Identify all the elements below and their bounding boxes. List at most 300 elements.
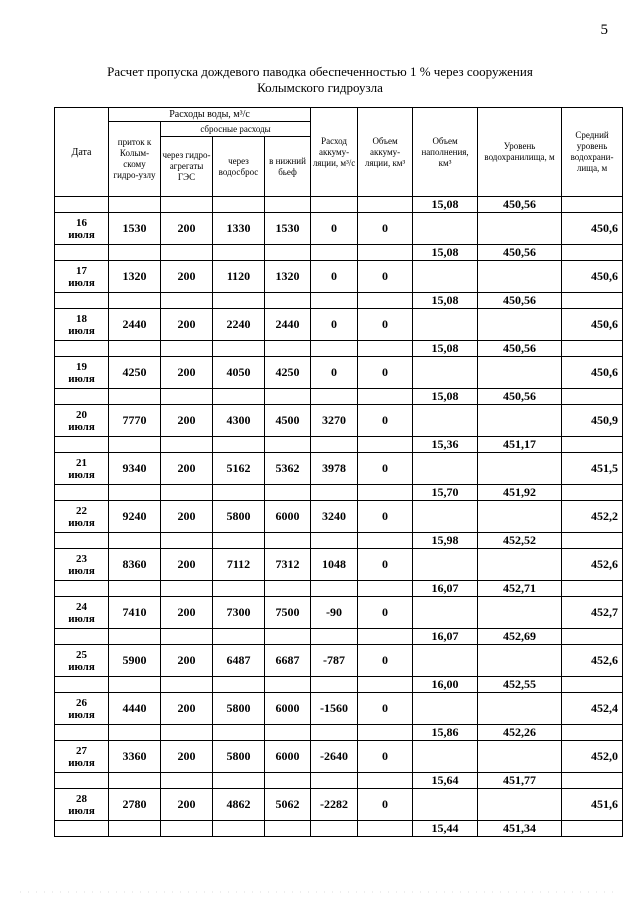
date-cell [55, 309, 109, 341]
empty-cell [161, 533, 213, 549]
empty-cell [265, 341, 311, 357]
empty-cell [109, 197, 161, 213]
accum-flow-cell: -2640 [311, 741, 358, 773]
empty-cell [478, 645, 562, 677]
date-cell [55, 597, 109, 629]
day-row [55, 549, 623, 581]
empty-cell [478, 789, 562, 821]
empty-cell [265, 773, 311, 789]
tailwater-cell: 5362 [265, 453, 311, 485]
empty-cell [358, 773, 413, 789]
header-accum-volume: Объем аккуму-ляции, км³ [358, 108, 413, 197]
accum-volume-cell: 0 [358, 645, 413, 677]
day-row [55, 309, 623, 341]
empty-cell [55, 773, 109, 789]
inflow-cell: 5900 [109, 645, 161, 677]
hydro-units-cell: 200 [161, 309, 213, 341]
empty-cell [213, 437, 265, 453]
header-avg-level: Средний уровень водохрани-лища, м [562, 108, 623, 197]
date-month: июля [68, 564, 95, 577]
empty-cell [562, 629, 623, 645]
empty-cell [213, 677, 265, 693]
empty-cell [478, 405, 562, 437]
accum-flow-cell: -1560 [311, 693, 358, 725]
empty-cell [358, 533, 413, 549]
empty-cell [55, 197, 109, 213]
empty-cell [109, 821, 161, 837]
inflow-cell: 7770 [109, 405, 161, 437]
spillway-cell: 7300 [213, 597, 265, 629]
empty-cell [161, 389, 213, 405]
empty-cell [413, 693, 478, 725]
tailwater-cell: 6000 [265, 741, 311, 773]
empty-cell [109, 725, 161, 741]
date-month: июля [68, 468, 95, 481]
reservoir-level-cell: 451,92 [478, 485, 562, 501]
empty-cell [161, 437, 213, 453]
day-row [55, 357, 623, 389]
empty-cell [265, 485, 311, 501]
reservoir-level-cell: 452,55 [478, 677, 562, 693]
tailwater-cell: 1530 [265, 213, 311, 245]
empty-cell [213, 725, 265, 741]
empty-cell [213, 485, 265, 501]
level-row [55, 533, 623, 549]
inflow-cell: 7410 [109, 597, 161, 629]
day-row [55, 741, 623, 773]
scan-artifact [0, 880, 640, 905]
inflow-cell: 3360 [109, 741, 161, 773]
fill-volume-cell: 15,08 [413, 293, 478, 309]
empty-cell [311, 677, 358, 693]
fill-volume-cell: 16,07 [413, 581, 478, 597]
empty-cell [161, 677, 213, 693]
accum-flow-cell: 3240 [311, 501, 358, 533]
level-row [55, 341, 623, 357]
empty-cell [562, 437, 623, 453]
avg-level-cell: 450,6 [562, 357, 623, 389]
reservoir-level-cell: 452,26 [478, 725, 562, 741]
reservoir-level-cell: 452,69 [478, 629, 562, 645]
empty-cell [213, 245, 265, 261]
inflow-cell: 9340 [109, 453, 161, 485]
empty-cell [311, 485, 358, 501]
date-day: 21 [76, 456, 87, 469]
empty-cell [311, 341, 358, 357]
tailwater-cell: 6000 [265, 693, 311, 725]
empty-cell [213, 581, 265, 597]
spillway-cell: 5800 [213, 501, 265, 533]
empty-cell [265, 245, 311, 261]
empty-cell [161, 629, 213, 645]
flood-calculation-table-wrapper [54, 107, 622, 837]
accum-flow-cell: 0 [311, 261, 358, 293]
empty-cell [413, 453, 478, 485]
empty-cell [311, 293, 358, 309]
avg-level-cell: 450,6 [562, 309, 623, 341]
avg-level-cell: 452,0 [562, 741, 623, 773]
accum-volume-cell: 0 [358, 741, 413, 773]
spillway-cell: 5162 [213, 453, 265, 485]
date-day: 17 [76, 264, 87, 277]
empty-cell [109, 389, 161, 405]
date-day: 20 [76, 408, 87, 421]
empty-cell [55, 341, 109, 357]
inflow-cell: 1530 [109, 213, 161, 245]
date-cell [55, 501, 109, 533]
empty-cell [265, 821, 311, 837]
empty-cell [55, 629, 109, 645]
empty-cell [358, 821, 413, 837]
empty-cell [562, 725, 623, 741]
empty-cell [265, 533, 311, 549]
empty-cell [265, 629, 311, 645]
date-month: июля [68, 516, 95, 529]
tailwater-cell: 4250 [265, 357, 311, 389]
tailwater-cell: 7500 [265, 597, 311, 629]
accum-flow-cell: -90 [311, 597, 358, 629]
date-month: июля [68, 708, 95, 721]
empty-cell [413, 597, 478, 629]
avg-level-cell: 451,5 [562, 453, 623, 485]
avg-level-cell: 452,7 [562, 597, 623, 629]
avg-level-cell: 450,9 [562, 405, 623, 437]
avg-level-cell: 450,6 [562, 261, 623, 293]
accum-flow-cell: 1048 [311, 549, 358, 581]
reservoir-level-cell: 451,17 [478, 437, 562, 453]
empty-cell [311, 629, 358, 645]
inflow-cell: 2780 [109, 789, 161, 821]
title-line-1: Расчет пропуска дождевого паводка обеспеченностью 1 % через сооружения [107, 64, 533, 79]
empty-cell [311, 533, 358, 549]
hydro-units-cell: 200 [161, 213, 213, 245]
tailwater-cell: 1320 [265, 261, 311, 293]
empty-cell [311, 821, 358, 837]
fill-volume-cell: 15,08 [413, 197, 478, 213]
empty-cell [478, 357, 562, 389]
empty-cell [265, 389, 311, 405]
empty-cell [413, 501, 478, 533]
hydro-units-cell: 200 [161, 693, 213, 725]
empty-cell [562, 245, 623, 261]
empty-cell [358, 581, 413, 597]
empty-cell [413, 405, 478, 437]
page-number: 5 [600, 22, 608, 38]
empty-cell [358, 485, 413, 501]
accum-flow-cell: 3270 [311, 405, 358, 437]
accum-volume-cell: 0 [358, 309, 413, 341]
empty-cell [213, 533, 265, 549]
date-month: июля [68, 276, 95, 289]
accum-volume-cell: 0 [358, 453, 413, 485]
reservoir-level-cell: 450,56 [478, 341, 562, 357]
level-row [55, 245, 623, 261]
empty-cell [213, 821, 265, 837]
reservoir-level-cell: 450,56 [478, 293, 562, 309]
date-day: 25 [76, 648, 87, 661]
date-day: 28 [76, 792, 87, 805]
empty-cell [478, 693, 562, 725]
empty-cell [311, 197, 358, 213]
date-cell [55, 789, 109, 821]
flood-calculation-table [54, 107, 623, 837]
empty-cell [562, 533, 623, 549]
level-row [55, 821, 623, 837]
day-row [55, 693, 623, 725]
empty-cell [109, 581, 161, 597]
empty-cell [413, 549, 478, 581]
date-day: 23 [76, 552, 87, 565]
empty-cell [109, 245, 161, 261]
day-row [55, 453, 623, 485]
empty-cell [358, 245, 413, 261]
empty-cell [213, 293, 265, 309]
empty-cell [562, 341, 623, 357]
spillway-cell: 7112 [213, 549, 265, 581]
tailwater-cell: 7312 [265, 549, 311, 581]
hydro-units-cell: 200 [161, 501, 213, 533]
header-accum-flow: Расход аккуму-ляции, м³/с [311, 108, 358, 197]
header-date: Дата [55, 108, 109, 197]
fill-volume-cell: 15,36 [413, 437, 478, 453]
accum-flow-cell: 0 [311, 309, 358, 341]
fill-volume-cell: 15,70 [413, 485, 478, 501]
fill-volume-cell: 16,07 [413, 629, 478, 645]
fill-volume-cell: 15,08 [413, 389, 478, 405]
empty-cell [358, 677, 413, 693]
empty-cell [55, 245, 109, 261]
hydro-units-cell: 200 [161, 405, 213, 437]
fill-volume-cell: 15,64 [413, 773, 478, 789]
accum-flow-cell: 0 [311, 213, 358, 245]
hydro-units-cell: 200 [161, 453, 213, 485]
empty-cell [562, 293, 623, 309]
spillway-cell: 1330 [213, 213, 265, 245]
date-day: 27 [76, 744, 87, 757]
empty-cell [55, 293, 109, 309]
empty-cell [311, 437, 358, 453]
hydro-units-cell: 200 [161, 357, 213, 389]
empty-cell [413, 213, 478, 245]
avg-level-cell: 451,6 [562, 789, 623, 821]
level-row [55, 389, 623, 405]
hydro-units-cell: 200 [161, 645, 213, 677]
empty-cell [265, 437, 311, 453]
accum-flow-cell: -787 [311, 645, 358, 677]
empty-cell [478, 261, 562, 293]
empty-cell [478, 213, 562, 245]
header-via-spillway: через водосброс [213, 137, 265, 197]
empty-cell [413, 741, 478, 773]
document-title [0, 64, 640, 96]
empty-cell [265, 581, 311, 597]
date-month: июля [68, 372, 95, 385]
tailwater-cell: 4500 [265, 405, 311, 437]
reservoir-level-cell: 450,56 [478, 245, 562, 261]
fill-volume-cell: 15,98 [413, 533, 478, 549]
fill-volume-cell: 15,08 [413, 245, 478, 261]
empty-cell [358, 437, 413, 453]
empty-cell [109, 533, 161, 549]
accum-volume-cell: 0 [358, 501, 413, 533]
empty-cell [311, 245, 358, 261]
accum-volume-cell: 0 [358, 261, 413, 293]
reservoir-level-cell: 452,71 [478, 581, 562, 597]
avg-level-cell: 452,6 [562, 549, 623, 581]
empty-cell [109, 293, 161, 309]
header-fill-volume: Объем наполнения, км³ [413, 108, 478, 197]
day-row [55, 501, 623, 533]
accum-volume-cell: 0 [358, 693, 413, 725]
empty-cell [161, 197, 213, 213]
empty-cell [161, 341, 213, 357]
empty-cell [109, 437, 161, 453]
date-cell [55, 453, 109, 485]
hydro-units-cell: 200 [161, 549, 213, 581]
empty-cell [55, 821, 109, 837]
empty-cell [161, 485, 213, 501]
accum-volume-cell: 0 [358, 597, 413, 629]
accum-volume-cell: 0 [358, 549, 413, 581]
level-row [55, 725, 623, 741]
date-cell [55, 693, 109, 725]
date-cell [55, 357, 109, 389]
day-row [55, 213, 623, 245]
date-month: июля [68, 612, 95, 625]
empty-cell [358, 389, 413, 405]
spillway-cell: 4050 [213, 357, 265, 389]
date-day: 24 [76, 600, 87, 613]
empty-cell [161, 581, 213, 597]
level-row [55, 773, 623, 789]
inflow-cell: 4250 [109, 357, 161, 389]
date-cell [55, 261, 109, 293]
level-row [55, 629, 623, 645]
empty-cell [55, 533, 109, 549]
empty-cell [265, 293, 311, 309]
date-cell [55, 405, 109, 437]
date-cell [55, 549, 109, 581]
empty-cell [55, 389, 109, 405]
date-day: 18 [76, 312, 87, 325]
level-row [55, 293, 623, 309]
date-month: июля [68, 228, 95, 241]
inflow-cell: 8360 [109, 549, 161, 581]
empty-cell [109, 773, 161, 789]
empty-cell [213, 389, 265, 405]
spillway-cell: 4862 [213, 789, 265, 821]
empty-cell [358, 725, 413, 741]
avg-level-cell: 452,6 [562, 645, 623, 677]
inflow-cell: 1320 [109, 261, 161, 293]
empty-cell [265, 197, 311, 213]
empty-cell [109, 485, 161, 501]
empty-cell [358, 197, 413, 213]
hydro-units-cell: 200 [161, 789, 213, 821]
day-row [55, 645, 623, 677]
header-water-flows: Расходы воды, м³/с [109, 108, 311, 122]
empty-cell [478, 453, 562, 485]
empty-cell [562, 677, 623, 693]
empty-cell [478, 549, 562, 581]
day-row [55, 261, 623, 293]
accum-volume-cell: 0 [358, 357, 413, 389]
day-row [55, 789, 623, 821]
table-body [55, 197, 623, 837]
empty-cell [413, 309, 478, 341]
empty-cell [358, 341, 413, 357]
header-via-hydro-units: через гидро-агрегаты ГЭС [161, 137, 213, 197]
reservoir-level-cell: 452,52 [478, 533, 562, 549]
empty-cell [413, 645, 478, 677]
tailwater-cell: 2440 [265, 309, 311, 341]
level-row [55, 485, 623, 501]
date-day: 19 [76, 360, 87, 373]
empty-cell [55, 725, 109, 741]
reservoir-level-cell: 450,56 [478, 389, 562, 405]
fill-volume-cell: 15,44 [413, 821, 478, 837]
header-inflow: приток к Колым-скому гидро-узлу [109, 122, 161, 197]
empty-cell [213, 341, 265, 357]
tailwater-cell: 5062 [265, 789, 311, 821]
header-discharge: сбросные расходы [161, 122, 311, 137]
level-row [55, 677, 623, 693]
fill-volume-cell: 16,00 [413, 677, 478, 693]
empty-cell [161, 245, 213, 261]
empty-cell [311, 389, 358, 405]
date-cell [55, 213, 109, 245]
empty-cell [55, 485, 109, 501]
date-month: июля [68, 420, 95, 433]
spillway-cell: 2240 [213, 309, 265, 341]
date-cell [55, 645, 109, 677]
empty-cell [213, 197, 265, 213]
date-month: июля [68, 660, 95, 673]
empty-cell [161, 821, 213, 837]
spillway-cell: 5800 [213, 741, 265, 773]
day-row [55, 405, 623, 437]
empty-cell [478, 741, 562, 773]
level-row [55, 197, 623, 213]
accum-volume-cell: 0 [358, 213, 413, 245]
reservoir-level-cell: 451,34 [478, 821, 562, 837]
reservoir-level-cell: 451,77 [478, 773, 562, 789]
avg-level-cell: 452,2 [562, 501, 623, 533]
empty-cell [311, 581, 358, 597]
date-month: июля [68, 804, 95, 817]
empty-cell [109, 341, 161, 357]
fill-volume-cell: 15,86 [413, 725, 478, 741]
date-day: 22 [76, 504, 87, 517]
accum-volume-cell: 0 [358, 405, 413, 437]
date-cell [55, 741, 109, 773]
empty-cell [311, 773, 358, 789]
empty-cell [358, 293, 413, 309]
reservoir-level-cell: 450,56 [478, 197, 562, 213]
empty-cell [478, 501, 562, 533]
empty-cell [161, 773, 213, 789]
day-row [55, 597, 623, 629]
hydro-units-cell: 200 [161, 261, 213, 293]
inflow-cell: 9240 [109, 501, 161, 533]
empty-cell [562, 581, 623, 597]
accum-flow-cell: 0 [311, 357, 358, 389]
empty-cell [358, 629, 413, 645]
level-row [55, 437, 623, 453]
date-day: 26 [76, 696, 87, 709]
empty-cell [413, 789, 478, 821]
empty-cell [311, 725, 358, 741]
